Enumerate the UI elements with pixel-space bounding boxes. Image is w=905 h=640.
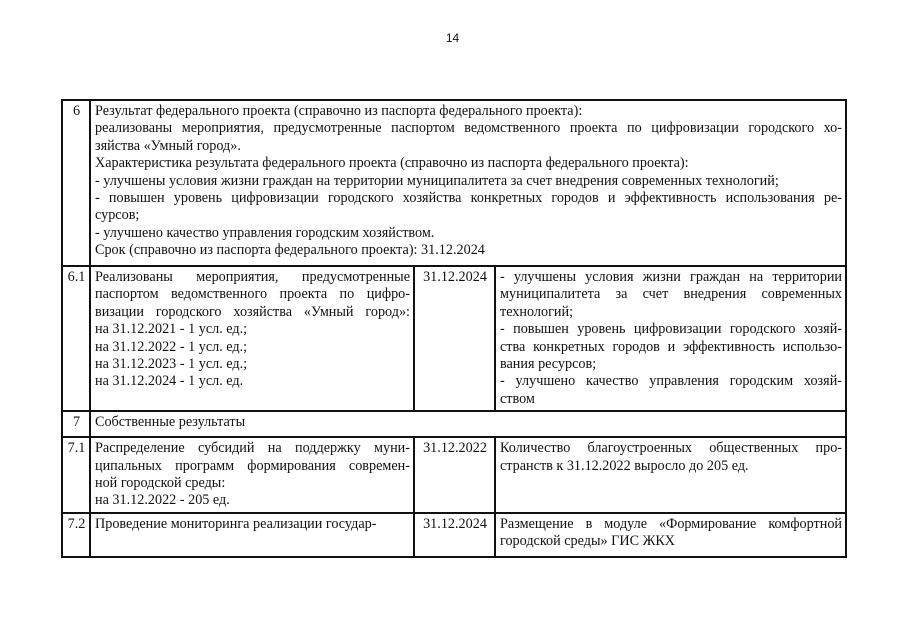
section-title: Собственные результаты: [95, 414, 246, 431]
description-cell: [90, 266, 414, 411]
text-line: ной городской среды:: [95, 475, 226, 492]
text-line: - улучшено качество управления городским хозяйством.: [95, 224, 435, 241]
text-line: паспортом ведомственного проекта по цифро-: [95, 286, 410, 303]
text-line: - улучшено качество управления городским хозяй-: [500, 373, 843, 390]
text-line: - повышен уровень цифровизации городского хозяй-: [500, 321, 843, 338]
result-cell: [495, 513, 846, 557]
text-line: зяйства «Умный город».: [95, 137, 241, 154]
result-cell: [495, 266, 846, 411]
description-cell: [90, 437, 414, 513]
row-number: 7.2: [62, 513, 90, 557]
table-row-6: [62, 100, 846, 266]
text-line: ством: [500, 390, 535, 407]
table-row-7: [62, 411, 846, 437]
section-title-cell: [90, 411, 846, 437]
result-cell: [495, 437, 846, 513]
text-line: на 31.12.2023 - 1 усл. ед.;: [95, 356, 248, 373]
row-number: 6: [62, 100, 90, 266]
text-line: реализованы мероприятия, предусмотренные паспортом ведомственного проекта по цифровизации городского хо-: [95, 120, 843, 137]
text-line: вания ресурсов;: [500, 356, 597, 373]
text-line: на 31.12.2024 - 1 усл. ед.: [95, 373, 244, 390]
deadline-cell: 31.12.2024: [414, 266, 495, 411]
page-number: 14: [445, 31, 460, 45]
table-row-7-2: [62, 513, 846, 557]
deadline-cell: 31.12.2022: [414, 437, 495, 513]
text-line: странств к 31.12.2022 выросло до 205 ед.: [500, 457, 749, 474]
text-line: Количество благоустроенных общественных про-: [500, 440, 843, 457]
text-line: сурсов;: [95, 207, 140, 224]
text-line: городской среды» ГИС ЖКХ: [500, 533, 676, 550]
row-number: 7.1: [62, 437, 90, 513]
description-cell: [90, 513, 414, 557]
text-line: Результат федерального проекта (справочно из паспорта федерального проекта):: [95, 103, 583, 119]
row-number: 7: [62, 411, 90, 437]
text-line: - улучшены условия жизни граждан на территории муниципалитета за счет внедрения современных технологий;: [95, 172, 779, 189]
text-line: ципальных программ формирования современ-: [95, 457, 410, 474]
results-table: [61, 99, 847, 558]
text-line: Размещение в модуле «Формирование комфортной: [500, 515, 843, 532]
federal-result-cell: [90, 100, 846, 266]
text-line: на 31.12.2021 - 1 усл. ед.;: [95, 321, 248, 338]
text-line: - повышен уровень цифровизации городского хозяйства конкретных городов и эффективность использования ре-: [95, 190, 843, 207]
text-line: на 31.12.2022 - 1 усл. ед.;: [95, 338, 248, 355]
deadline-cell: 31.12.2024: [414, 513, 495, 557]
text-line: Распределение субсидий на поддержку муни-: [95, 440, 410, 457]
text-line: Характеристика результата федерального проекта (справочно из паспорта федерального проекта):: [95, 155, 689, 172]
text-line: на 31.12.2022 - 205 ед.: [95, 492, 230, 509]
table-row-6-1: [62, 266, 846, 411]
text-line: ства конкретных городов и эффективность использо-: [500, 338, 843, 355]
text-line: Проведение мониторинга реализации государ-: [95, 515, 377, 532]
text-line: технологий;: [500, 303, 574, 320]
text-line: муниципалитета за счет внедрения современных: [500, 286, 843, 303]
text-line: Срок (справочно из паспорта федерального проекта): 31.12.2024: [95, 242, 485, 259]
table-row-7-1: [62, 437, 846, 513]
row-number: 6.1: [62, 266, 90, 411]
text-line: визации городского хозяйства «Умный город»:: [95, 303, 410, 320]
text-line: - улучшены условия жизни граждан на территории: [500, 269, 843, 285]
text-line: Реализованы мероприятия, предусмотренные: [95, 269, 410, 285]
